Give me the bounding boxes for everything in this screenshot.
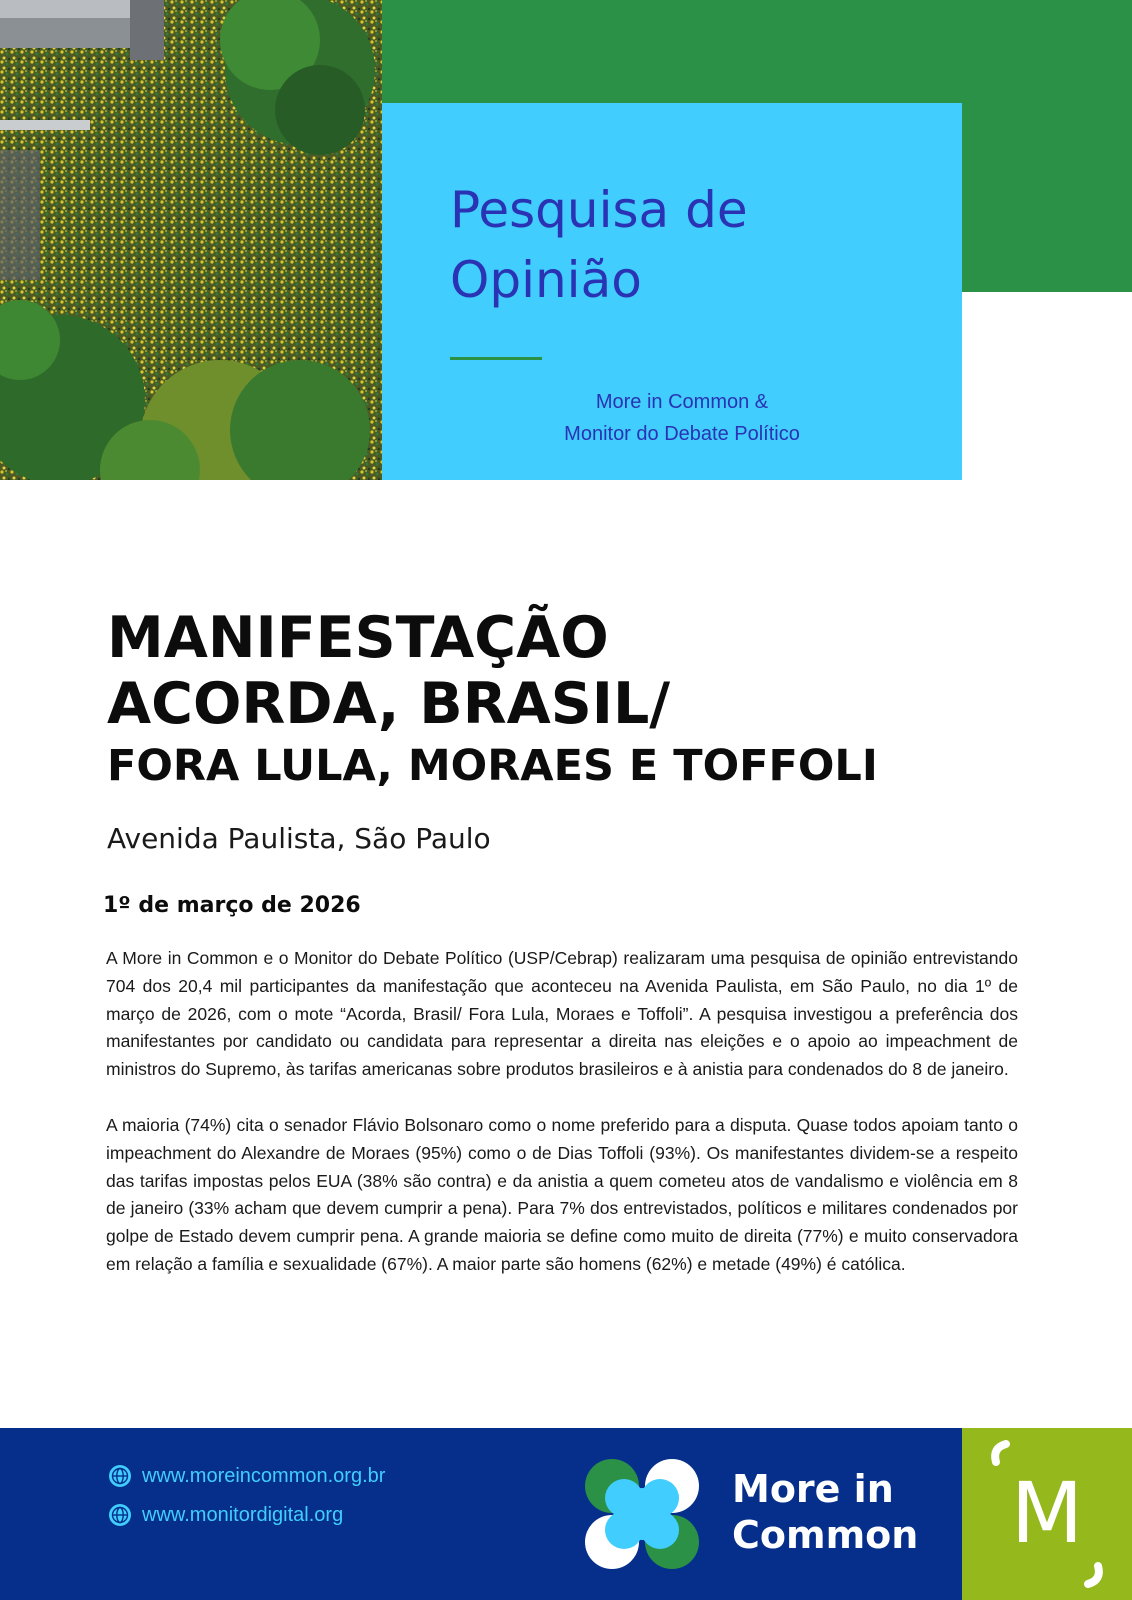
survey-title-line2: Opinião: [450, 251, 642, 309]
link-text[interactable]: www.monitordigital.org: [142, 1503, 344, 1526]
cover-photo: [0, 0, 382, 480]
survey-title-line1: Pesquisa de: [450, 181, 748, 239]
link-moreincommon[interactable]: [108, 1464, 385, 1488]
title-divider: [450, 357, 542, 360]
wordmark-line2: Common: [732, 1513, 919, 1557]
location-subtitle: Avenida Paulista, São Paulo: [107, 822, 491, 855]
more-in-common-logo-icon: [584, 1458, 700, 1570]
partners-text: [522, 386, 842, 450]
globe-icon: [108, 1464, 132, 1488]
monitor-logo-letter: M: [1010, 1464, 1084, 1562]
footer: [0, 1428, 962, 1600]
partners-line1: More in Common &: [595, 391, 769, 413]
headline-line2: ACORDA, BRASIL/: [107, 671, 671, 737]
main-headline: [107, 605, 878, 795]
title-panel: [382, 103, 962, 480]
body-paragraph-2: A maioria (74%) cita o senador Flávio Bolsonaro como o nome preferido para a disputa. Quase todos apoiam tanto o impeachment do Alexandre de Moraes (95%) como o de Dias Toffoli (93%). Os manifestantes dividem-se a respeito das tarifas impostas pelos EUA (38% são contra) e da anistia a quem cometeu atos de vandalismo e violência em 8 de janeiro (33% acham que devem cumprir a pena). Para 7% dos entrevistados, políticos e militares condenados por golpe de Estado devem cumprir pena. A grande maioria se define como muito de direita (77%) e muito conservadora em relação a família e sexualidade (67%). A maior parte são homens (62%) e metade (49%) é católica.: [106, 1114, 1018, 1274]
globe-icon: [108, 1503, 132, 1527]
more-in-common-wordmark: [732, 1466, 918, 1558]
link-text[interactable]: www.moreincommon.org.br: [142, 1464, 386, 1487]
body-text: [106, 945, 1018, 1307]
publication-date: 1º de março de 2026: [103, 893, 361, 918]
wordmark-line1: More in: [732, 1467, 894, 1511]
partners-line2: Monitor do Debate Político: [564, 423, 800, 445]
link-monitordigital[interactable]: [108, 1503, 343, 1527]
monitor-logo-badge: [962, 1428, 1132, 1600]
crowd-aerial-image: [0, 0, 382, 480]
survey-title: [450, 175, 748, 315]
headline-line1: MANIFESTAÇÃO: [107, 605, 609, 671]
body-paragraph-1: A More in Common e o Monitor do Debate Político (USP/Cebrap) realizaram uma pesquisa de opinião entrevistando 704 dos 20,4 mil participantes da manifestação que aconteceu na Avenida Paulista, em São Paulo, no dia 1º de março de 2026, com o mote “Acorda, Brasil/ Fora Lula, Moraes e Toffoli”. A pesquisa investigou a preferência dos manifestantes por candidato ou candidata para representar a direita nas eleições e o apoio ao impeachment de ministros do Supremo, às tarifas americanas sobre produtos brasileiros e à anistia para condenados do 8 de janeiro.: [106, 948, 1018, 1080]
headline-line3: FORA LULA, MORAES E TOFFOLI: [107, 741, 878, 791]
